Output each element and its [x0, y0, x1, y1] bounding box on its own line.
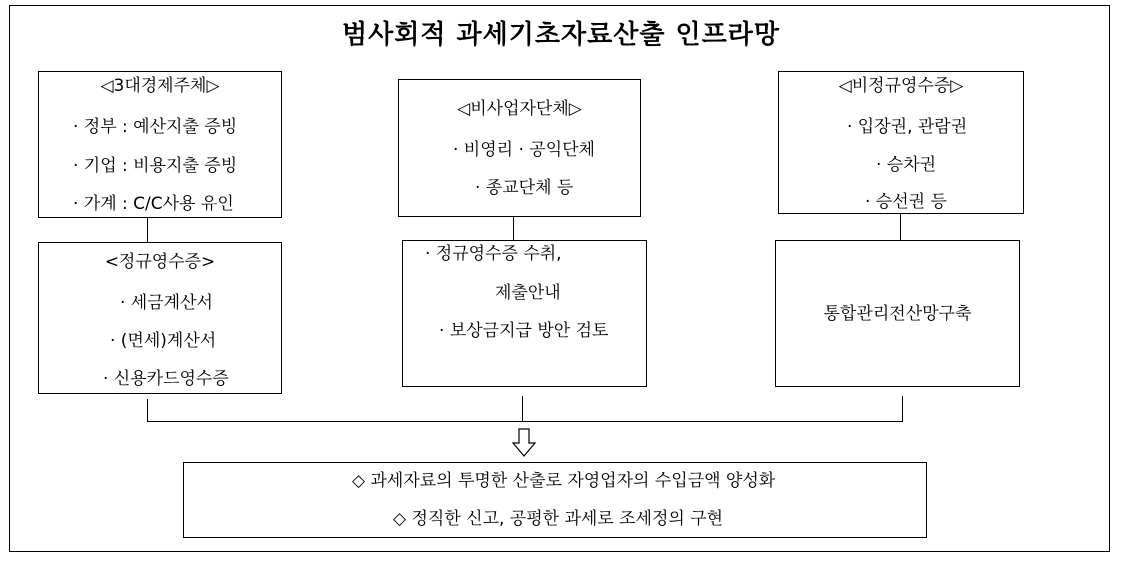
economic-agents-item-government: · 정부 : 예산지출 증빙 — [73, 117, 238, 137]
result-line-justice: ◇ 정직한 신고, 공평한 과세로 조세정의 구현 — [393, 509, 724, 529]
integration-text: 통합관리전산망구축 — [823, 304, 972, 324]
nonbusiness-header: ◁비사업자단체▷ — [457, 99, 582, 119]
standard-receipts-item-tax-invoice: · 세금계산서 — [120, 293, 213, 313]
nonstandard-item-transit: · 승차권 — [876, 155, 937, 175]
nonstandard-item-boarding: · 승선권 등 — [865, 192, 947, 212]
connector-center-top — [513, 217, 514, 240]
standard-receipts-box — [38, 242, 282, 394]
result-line-transparency: ◇ 과세자료의 투명한 산출로 자영업자의 수입금액 양성화 — [352, 471, 776, 491]
connector-horizontal — [147, 421, 903, 422]
nonstandard-receipts-box — [778, 71, 1024, 214]
connector-right-bottom — [902, 396, 903, 422]
nonstandard-receipts-header: ◁비정규영수증▷ — [838, 76, 964, 96]
connector-center-bottom — [522, 396, 523, 422]
nonbusiness-item-religious: · 종교단체 등 — [475, 178, 574, 198]
diagram-title: 범사회적 과세기초자료산출 인프라망 — [342, 20, 780, 50]
economic-agents-box — [38, 71, 282, 218]
standard-receipts-item-card-receipt: · 신용카드영수증 — [103, 369, 229, 389]
economic-agents-header: ◁3대경제주체▷ — [100, 76, 220, 96]
connector-right-top — [900, 214, 901, 240]
guidance-item-submission: 제출안내 — [495, 283, 561, 303]
guidance-item-receipt: · 정규영수증 수취, — [425, 244, 562, 264]
nonstandard-item-tickets: · 입장권, 관람권 — [847, 117, 968, 137]
guidance-box — [402, 240, 647, 387]
nonbusiness-item-nonprofit: · 비영리 · 공익단체 — [453, 140, 595, 160]
guidance-item-reward: · 보상금지급 방안 검토 — [439, 321, 609, 341]
standard-receipts-item-exempt-invoice: · (면세)계산서 — [110, 331, 217, 351]
down-arrow-icon — [511, 428, 537, 458]
standard-receipts-header: <정규영수증> — [104, 252, 216, 272]
connector-left-top — [147, 218, 148, 242]
connector-left-bottom — [147, 399, 148, 422]
economic-agents-item-business: · 기업 : 비용지출 증빙 — [73, 156, 238, 176]
integration-box — [775, 240, 1020, 387]
nonbusiness-box — [398, 79, 641, 217]
economic-agents-item-household: · 가계 : C/C사용 유인 — [73, 194, 234, 214]
result-box — [183, 462, 927, 538]
